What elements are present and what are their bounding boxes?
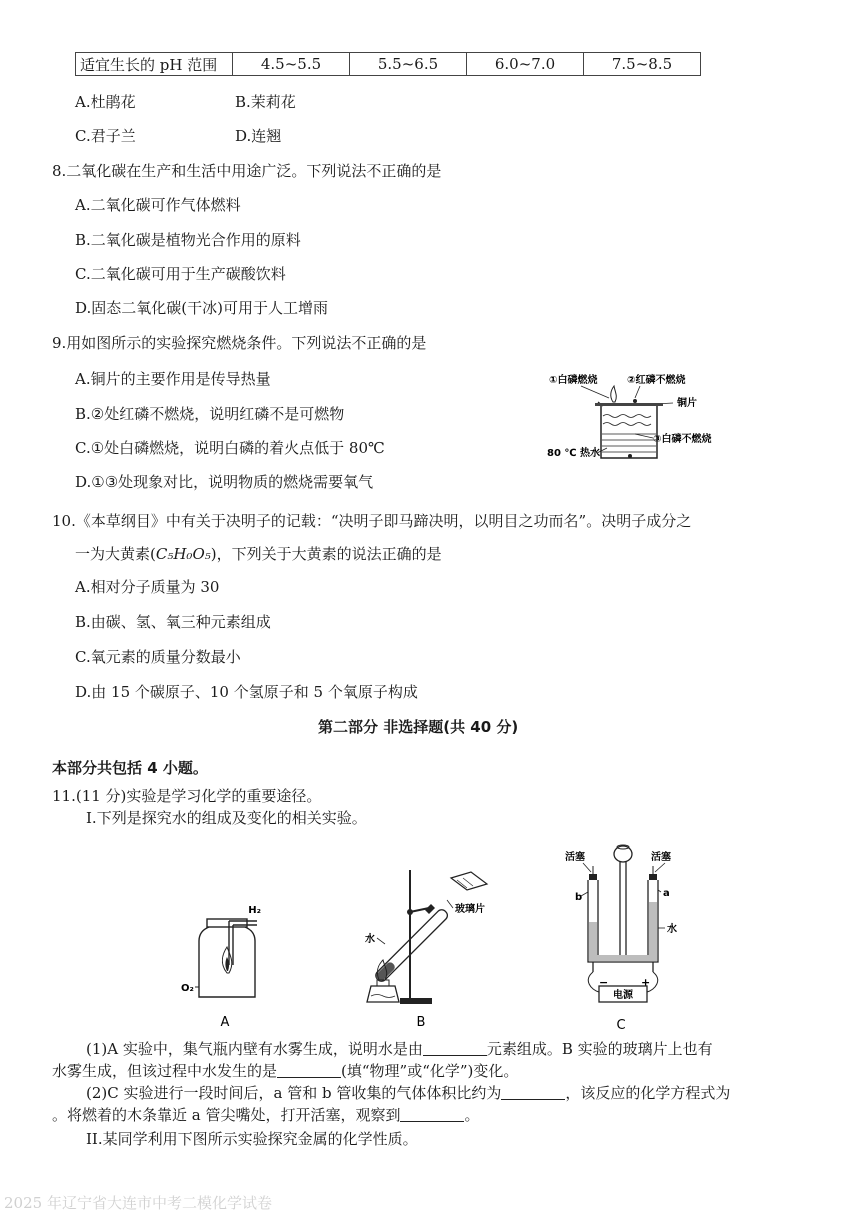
q10-stem-line2 bbox=[75, 543, 442, 564]
q7-option-d: D.连翘 bbox=[235, 127, 282, 145]
q7-option-c: C.君子兰 bbox=[75, 127, 136, 145]
q11-p2-text-b: ，该反应的化学方程式为 bbox=[565, 1084, 731, 1102]
q11-stem: 11.(11 分)实验是学习化学的重要途径。 bbox=[52, 787, 322, 805]
q11-paragraph-1-line2 bbox=[52, 1060, 518, 1081]
q7-option-b: B.茉莉花 bbox=[235, 93, 296, 111]
figure-b-label: B bbox=[416, 1015, 426, 1030]
footer-watermark: 2025 年辽宁省大连市中考二模化学试卷 bbox=[4, 1194, 272, 1212]
label-red-phosphorus: ②红磷不燃烧 bbox=[627, 375, 686, 386]
q8-option-a: A.二氧化碳可作气体燃料 bbox=[75, 196, 241, 214]
q9-option-a: A.铜片的主要作用是传导热量 bbox=[75, 370, 271, 388]
q11-paragraph-2-line1 bbox=[86, 1082, 730, 1103]
q9-option-c: C.①处白磷燃烧，说明白磷的着火点低于 80℃ bbox=[75, 439, 385, 457]
figure-c-label: C bbox=[616, 1018, 626, 1033]
label-valve-left: 活塞 bbox=[565, 852, 585, 863]
answer-blank[interactable] bbox=[501, 1085, 565, 1100]
label-glass-slide: 玻璃片 bbox=[455, 904, 485, 915]
q10-option-c: C.氧元素的质量分数最小 bbox=[75, 648, 241, 666]
combustion-experiment-figure bbox=[545, 370, 745, 465]
part2-title: 第二部分 非选择题(共 40 分) bbox=[318, 718, 519, 736]
label-tube-b: b bbox=[575, 892, 583, 903]
q7-option-a: A.杜鹃花 bbox=[75, 93, 136, 111]
q11-p2-text-c: 。将燃着的木条靠近 a 管尖嘴处，打开活塞，观察到 bbox=[52, 1106, 401, 1124]
label-tube-a: a bbox=[663, 888, 670, 899]
table-cell: 7.5~8.5 bbox=[584, 53, 701, 76]
answer-blank[interactable] bbox=[400, 1107, 464, 1122]
label-power-supply: 电源 bbox=[613, 990, 633, 1001]
part2-intro: 本部分共包括 4 小题。 bbox=[52, 759, 208, 777]
q10-stem-post: )，下列关于大黄素的说法正确的是 bbox=[210, 545, 442, 563]
label-white-phosphorus-not-burning: ③白磷不燃烧 bbox=[653, 434, 712, 445]
q11-p1-text-b: 元素组成。B 实验的玻璃片上也有 bbox=[486, 1040, 713, 1058]
label-white-phosphorus-burning: ①白磷燃烧 bbox=[549, 375, 598, 386]
figure-a-gas-jar bbox=[175, 895, 275, 1030]
q10-option-a: A.相对分子质量为 30 bbox=[75, 578, 220, 596]
label-hot-water: 80 ℃ 热水 bbox=[547, 448, 600, 459]
table-cell: 6.0~7.0 bbox=[467, 53, 584, 76]
label-water-c: 水 bbox=[667, 924, 677, 935]
answer-blank[interactable] bbox=[423, 1041, 487, 1056]
figure-c-electrolysis bbox=[555, 840, 725, 1035]
q11-subsection-1: I.下列是探究水的组成及变化的相关实验。 bbox=[86, 809, 367, 827]
q11-subsection-2: II.某同学利用下图所示实验探究金属的化学性质。 bbox=[86, 1130, 418, 1148]
table-cell: 4.5~5.5 bbox=[233, 53, 350, 76]
q11-p1-text-d: (填“物理”或“化学”)变化。 bbox=[341, 1062, 519, 1080]
label-o2: O₂ bbox=[181, 983, 194, 994]
label-water-b: 水 bbox=[365, 934, 375, 945]
label-plus: + bbox=[641, 976, 651, 989]
q9-option-d: D.①③处现象对比，说明物质的燃烧需要氧气 bbox=[75, 473, 374, 491]
q8-stem: 8.二氧化碳在生产和生活中用途广泛。下列说法不正确的是 bbox=[52, 162, 442, 180]
q11-p2-text-d: 。 bbox=[464, 1106, 480, 1124]
q10-stem-pre: 一为大黄素( bbox=[75, 545, 156, 563]
figure-a-label: A bbox=[220, 1015, 230, 1030]
q11-p1-text-c: 水雾生成，但该过程中水发生的是 bbox=[52, 1062, 278, 1080]
table-header-cell: 适宜生长的 pH 范围 bbox=[76, 53, 233, 76]
q10-option-d: D.由 15 个碳原子、10 个氢原子和 5 个氧原子构成 bbox=[75, 683, 418, 701]
label-valve-right: 活塞 bbox=[651, 852, 671, 863]
q11-p1-text-a: (1)A 实验中，集气瓶内壁有水雾生成，说明水是由 bbox=[86, 1040, 423, 1058]
q9-option-b: B.②处红磷不燃烧，说明红磷不是可燃物 bbox=[75, 405, 345, 423]
q10-stem-line1: 10.《本草纲目》中有关于决明子的记载：“决明子即马蹄决明，以明目之功而名”。决明子成分之 bbox=[52, 512, 692, 530]
ph-range-table bbox=[75, 52, 701, 76]
figure-b-heating-setup bbox=[355, 860, 505, 1030]
q8-option-b: B.二氧化碳是植物光合作用的原料 bbox=[75, 231, 301, 249]
q11-paragraph-1-line1 bbox=[86, 1038, 713, 1059]
q8-option-d: D.固态二氧化碳(干冰)可用于人工增雨 bbox=[75, 299, 328, 317]
q11-paragraph-2-line2 bbox=[52, 1104, 480, 1125]
q11-p2-text-a: (2)C 实验进行一段时间后，a 管和 b 管收集的气体体积比约为 bbox=[86, 1084, 502, 1102]
q9-stem: 9.用如图所示的实验探究燃烧条件。下列说法不正确的是 bbox=[52, 334, 427, 352]
label-copper-sheet: 铜片 bbox=[677, 398, 697, 409]
answer-blank[interactable] bbox=[277, 1063, 341, 1078]
q10-formula: C₅H₀O₅ bbox=[155, 545, 211, 563]
label-minus: − bbox=[599, 976, 609, 989]
label-h2: H₂ bbox=[248, 905, 261, 916]
q10-option-b: B.由碳、氢、氧三种元素组成 bbox=[75, 613, 271, 631]
table-cell: 5.5~6.5 bbox=[350, 53, 467, 76]
q8-option-c: C.二氧化碳可用于生产碳酸饮料 bbox=[75, 265, 286, 283]
